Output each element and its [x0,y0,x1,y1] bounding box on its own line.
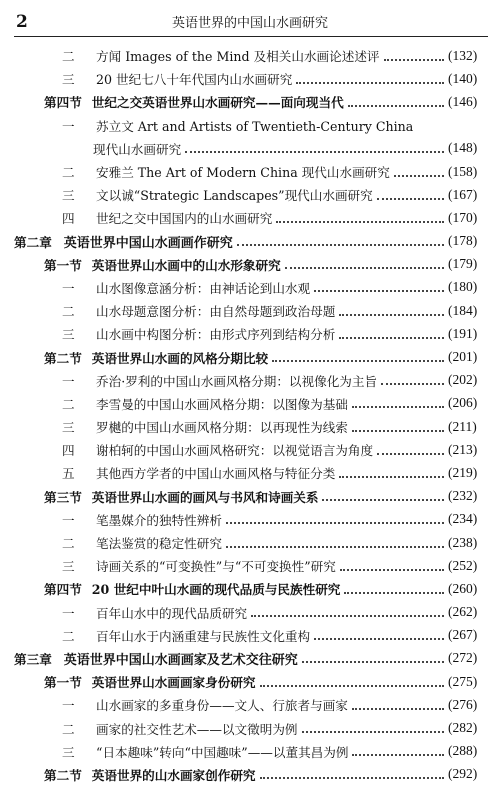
toc-entry-marker: 三 [62,420,75,436]
toc-page-number: (132) [448,47,478,63]
toc-page-number: (206) [448,395,478,411]
dot-leader [352,430,444,432]
toc-subsection-entry [0,299,500,322]
toc-subsection-entry [0,114,500,137]
toc-entry-marker: 第三节 [44,489,82,505]
toc-entry-marker: 第四节 [44,95,82,111]
toc-entry-marker: 二 [62,628,75,644]
toc-page-number: (178) [448,233,478,249]
toc-entry-marker: 第二章 [14,234,52,250]
toc-page-number: (170) [448,209,478,225]
toc-page-number: (232) [448,488,478,504]
toc-entry-title: 英语世界的山水画家创作研究 [91,767,256,783]
toc-entry-marker: 二 [62,49,75,65]
toc-page-number: (140) [448,70,478,86]
toc-page-number: (238) [448,534,478,550]
toc-page-number: (288) [448,743,478,759]
toc-entry-title: 李雪曼的中国山水画风格分期：以图像为基础 [96,396,348,412]
toc-entry-marker: 第一节 [44,257,82,273]
toc-subsection-entry [0,740,500,763]
toc-section-entry [0,763,500,786]
toc-entry-title: 英语世界山水画的画风与书风和诗画关系 [91,489,319,505]
toc-entry-title: 世纪之交中国国内的山水画研究 [96,211,273,227]
toc-entry-title: 英语世界山水画画家身份研究 [91,675,256,691]
toc-subsection-entry [0,531,500,554]
toc-page-number: (201) [448,349,478,365]
toc-entry-title: 现代山水画研究 [93,141,182,157]
toc-page-number: (202) [448,372,478,388]
toc-entry-continuation [0,137,500,160]
toc-entry-title: 英语世界中国山水画画作研究 [63,235,233,251]
dot-leader [314,638,444,640]
toc-entry-title: “日本趣味”转向“中国趣味”——以董其昌为例 [96,744,349,760]
toc-entry-marker: 一 [62,512,75,528]
toc-subsection-entry [0,508,500,531]
toc-subsection-entry [0,415,500,438]
toc-entry-title: 百年山水于内涵重建与民族性文化重构 [96,628,311,644]
toc-subsection-entry [0,438,500,461]
toc-entry-title: 笔法鉴赏的稳定性研究 [96,536,222,552]
toc-entry-marker: 三 [62,744,75,760]
toc-entry-marker: 一 [62,280,75,296]
toc-entry-marker: 三 [62,559,75,575]
toc-subsection-entry [0,554,500,577]
toc-page-number: (167) [448,186,478,202]
dot-leader [377,453,444,455]
toc-page-number: (260) [448,580,478,596]
toc-entry-title: 画家的社交性艺术——以文徵明为例 [96,721,298,737]
toc-entry-title: 其他西方学者的中国山水画风格与特征分类 [96,466,336,482]
toc-entry-marker: 二 [62,165,75,181]
toc-entry-marker: 四 [62,443,75,459]
toc-chapter-entry [0,230,500,253]
toc-page-number: (191) [448,325,478,341]
toc-entry-title: 20 世纪中叶山水画的现代品质与民族性研究 [91,582,341,598]
toc-page-number: (211) [448,418,477,434]
toc-subsection-entry [0,624,500,647]
toc-subsection-entry [0,322,500,345]
toc-page-number: (146) [448,93,478,109]
dot-leader [302,731,445,733]
toc-page-number: (179) [448,256,478,272]
dot-leader [296,82,444,84]
dot-leader [384,59,444,61]
dot-leader [339,314,444,316]
toc-entry-title: 安雅兰 The Art of Modern China 现代山水画研究 [96,165,390,181]
toc-entry-marker: 一 [62,605,75,621]
toc-page-number: (292) [448,766,478,782]
toc-page-number: (184) [448,302,478,318]
dot-leader [344,592,444,594]
toc-section-entry [0,345,500,368]
toc-entry-marker: 一 [62,698,75,714]
toc-section-entry [0,670,500,693]
toc-entry-title: 山水母题意图分析：由自然母题到政治母题 [96,304,336,320]
dot-leader [185,151,444,153]
dot-leader [285,267,444,269]
running-title: 英语世界的中国山水画研究 [171,16,328,31]
dot-leader [339,337,444,339]
toc-entry-title: 世纪之交英语世界山水画研究——面向现当代 [91,95,344,111]
toc-page-number: (219) [448,464,478,480]
toc-entry-title: 谢柏轲的中国山水画风格研究：以视觉语言为角度 [96,443,374,459]
toc-page-number: (282) [448,720,478,736]
toc-entry-marker: 三 [62,72,75,88]
dot-leader [272,360,444,362]
table-of-contents [0,44,500,786]
toc-entry-marker: 三 [62,188,75,204]
page-number: 2 [16,12,28,32]
toc-section-entry [0,577,500,600]
toc-subsection-entry [0,369,500,392]
dot-leader [226,522,444,524]
toc-entry-title: 英语世界中国山水画画家及艺术交往研究 [63,652,298,668]
toc-entry-title: 罗樾的中国山水画风格分期：以再现性为线索 [96,420,348,436]
toc-entry-marker: 第三章 [14,651,52,667]
toc-page-number: (275) [448,673,478,689]
dot-leader [237,244,444,246]
toc-subsection-entry [0,160,500,183]
dot-leader [352,708,444,710]
dot-leader [348,105,444,107]
toc-entry-title: 乔治·罗利的中国山水画风格分期：以视像化为主旨 [96,373,378,389]
dot-leader [302,661,444,663]
dot-leader [377,198,444,200]
page-header [0,0,500,40]
toc-section-entry [0,253,500,276]
toc-entry-marker: 第二节 [44,350,82,366]
toc-entry-marker: 二 [62,721,75,737]
toc-entry-marker: 四 [62,211,75,227]
toc-subsection-entry [0,44,500,67]
toc-entry-title: 20 世纪七八十年代国内山水画研究 [96,72,293,88]
toc-entry-marker: 一 [62,118,75,134]
dot-leader [226,546,444,548]
toc-entry-marker: 一 [62,373,75,389]
toc-subsection-entry [0,461,500,484]
dot-leader [340,569,444,571]
dot-leader [339,476,444,478]
toc-entry-title: 笔墨媒介的独特性辨析 [96,512,222,528]
toc-entry-marker: 二 [62,304,75,320]
toc-page-number: (213) [448,441,478,457]
toc-subsection-entry [0,183,500,206]
toc-entry-title: 山水画中构图分析：由形式序列到结构分析 [96,327,336,343]
toc-subsection-entry [0,601,500,624]
toc-page-number: (262) [448,604,478,620]
toc-entry-marker: 第一节 [44,675,82,691]
dot-leader [394,175,444,177]
toc-page-number: (158) [448,163,478,179]
toc-page-number: (252) [448,557,478,573]
dot-leader [352,754,444,756]
toc-subsection-entry [0,716,500,739]
toc-entry-marker: 五 [62,466,75,482]
toc-entry-title: 英语世界山水画的风格分期比较 [91,350,269,366]
toc-entry-title: 诗画关系的“可变换性”与“不可变换性”研究 [96,559,336,575]
toc-subsection-entry [0,276,500,299]
toc-entry-title: 英语世界山水画中的山水形象研究 [91,257,281,273]
toc-page-number: (267) [448,627,478,643]
toc-section-entry [0,485,500,508]
toc-chapter-entry [0,647,500,670]
dot-leader [276,221,444,223]
toc-entry-marker: 二 [62,536,75,552]
header-rule [14,36,488,37]
dot-leader [260,777,445,779]
toc-entry-title: 山水画家的多重身份——文人、行旅者与画家 [96,698,348,714]
toc-entry-title: 方闻 Images of the Mind 及相关山水画论述述评 [96,49,380,65]
toc-page-number: (272) [448,650,478,666]
dot-leader [314,290,444,292]
toc-entry-title: 苏立文 Art and Artists of Twentieth-Century China [96,118,414,134]
dot-leader [260,685,445,687]
toc-subsection-entry [0,392,500,415]
toc-entry-title: 山水图像意涵分析：由神话论到山水观 [96,280,311,296]
toc-entry-title: 文以诚“Strategic Landscapes”现代山水画研究 [96,188,373,204]
toc-page-number: (180) [448,279,478,295]
toc-entry-marker: 三 [62,327,75,343]
toc-entry-marker: 二 [62,396,75,412]
toc-entry-title: 百年山水中的现代品质研究 [96,605,248,621]
toc-subsection-entry [0,206,500,229]
toc-subsection-entry [0,693,500,716]
dot-leader [381,383,444,385]
toc-section-entry [0,90,500,113]
toc-subsection-entry [0,67,500,90]
toc-page-number: (234) [448,511,478,527]
toc-entry-marker: 第二节 [44,767,82,783]
toc-page-number: (148) [448,140,478,156]
dot-leader [322,499,444,501]
dot-leader [352,406,444,408]
toc-entry-marker: 第四节 [44,582,82,598]
toc-page-number: (276) [448,696,478,712]
dot-leader [251,615,444,617]
